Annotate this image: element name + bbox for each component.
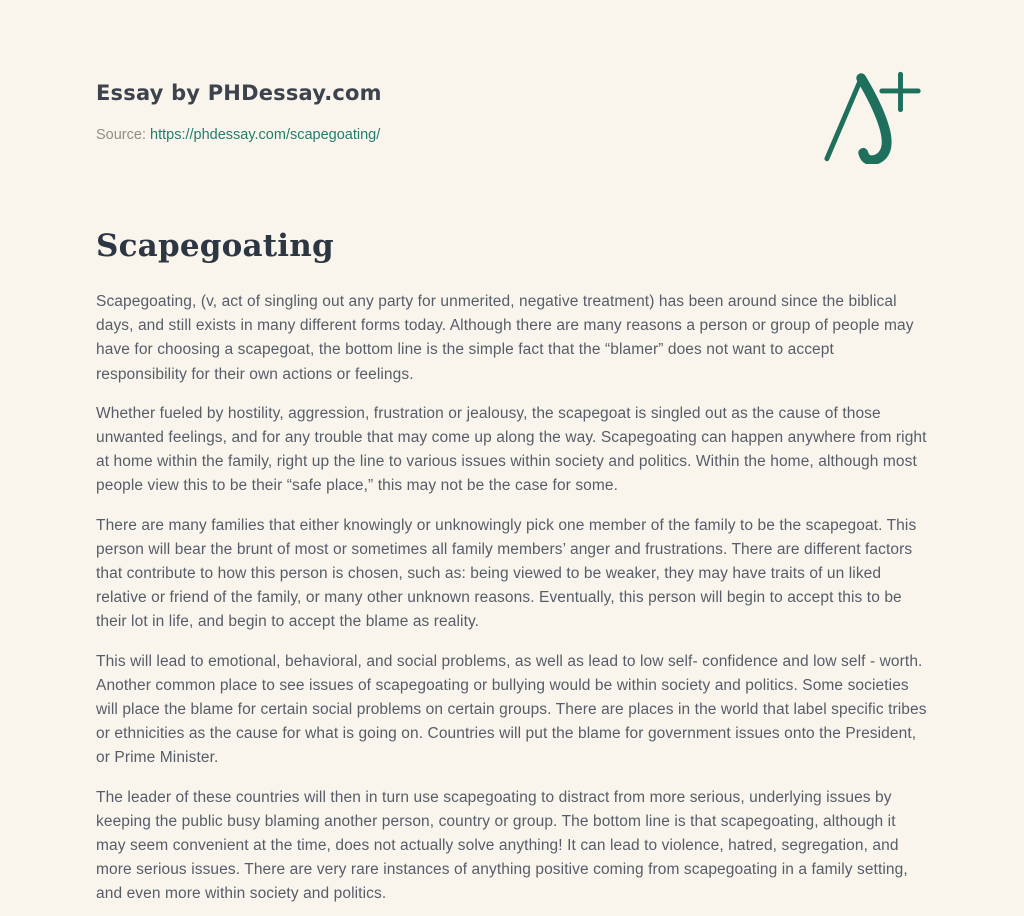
article-body bbox=[96, 290, 929, 907]
paragraph-2: Whether fueled by hostility, aggression, frustration or jealousy, the scapegoat is singled out as the cause of those unwanted feelings, and for any trouble that may come up along the way. Scapegoating can happen anywhere from right at home within the family, right up the line to various issues within society and politics. Within the home, although most people view this to be their “safe place,” this may not be the case for some. bbox=[96, 404, 927, 495]
a-plus-logo-icon bbox=[820, 70, 928, 164]
document-header bbox=[96, 80, 928, 144]
paragraph-5: The leader of these countries will then in turn use scapegoating to distract from more serious, underlying issues by keeping the public busy blaming another person, country or group. The bottom line is that scapegoating, although it may seem convenient at the time, does not actually solve anything! It can lead to violence, hatred, segregation, and more serious issues. There are very rare instances of anything positive coming from scapegoating in a family setting, and even more within society and politics. bbox=[96, 788, 908, 903]
paragraph-3: There are many families that either knowingly or unknowingly pick one member of the family to be the scapegoat. This person will bear the brunt of most or sometimes all family members’ anger and frustrations. There are different factors that contribute to how this person is chosen, such as: being viewed to be weaker, they may have traits of un liked relative or friend of the family, or many other unknown reasons. Eventually, this person will begin to accept this to be their lot in life, and begin to accept the blame as reality. bbox=[96, 516, 917, 631]
source-url-link[interactable]: https://phdessay.com/scapegoating/ bbox=[150, 127, 381, 143]
phdessay-logo bbox=[820, 70, 928, 164]
paragraph-4: This will lead to emotional, behavioral, and social problems, as well as lead to low self- confidence and low self - worth. Another common place to see issues of scapegoating or bullying would be within society and politics. Some societies will place the blame for certain social problems on certain groups. There are places in the world that label specific tribes or ethnicities as the cause for what is going on. Countries will put the blame for government issues onto the President, or Prime Minister. bbox=[96, 652, 927, 767]
source-label: Source: bbox=[96, 127, 146, 143]
paragraph-1: Scapegoating, (v, act of singling out any party for unmerited, negative treatment) has been around since the biblical days, and still exists in many different forms today. Although there are many reasons a person or group of people may have for choosing a scapegoat, the bottom line is the simple fact that the “blamer” does not want to accept responsibility for their own actions or feelings. bbox=[96, 293, 914, 383]
essay-by-heading: Essay by PHDessay.com bbox=[96, 81, 382, 105]
source-line bbox=[96, 126, 928, 144]
article-title: Scapegoating bbox=[96, 228, 334, 264]
